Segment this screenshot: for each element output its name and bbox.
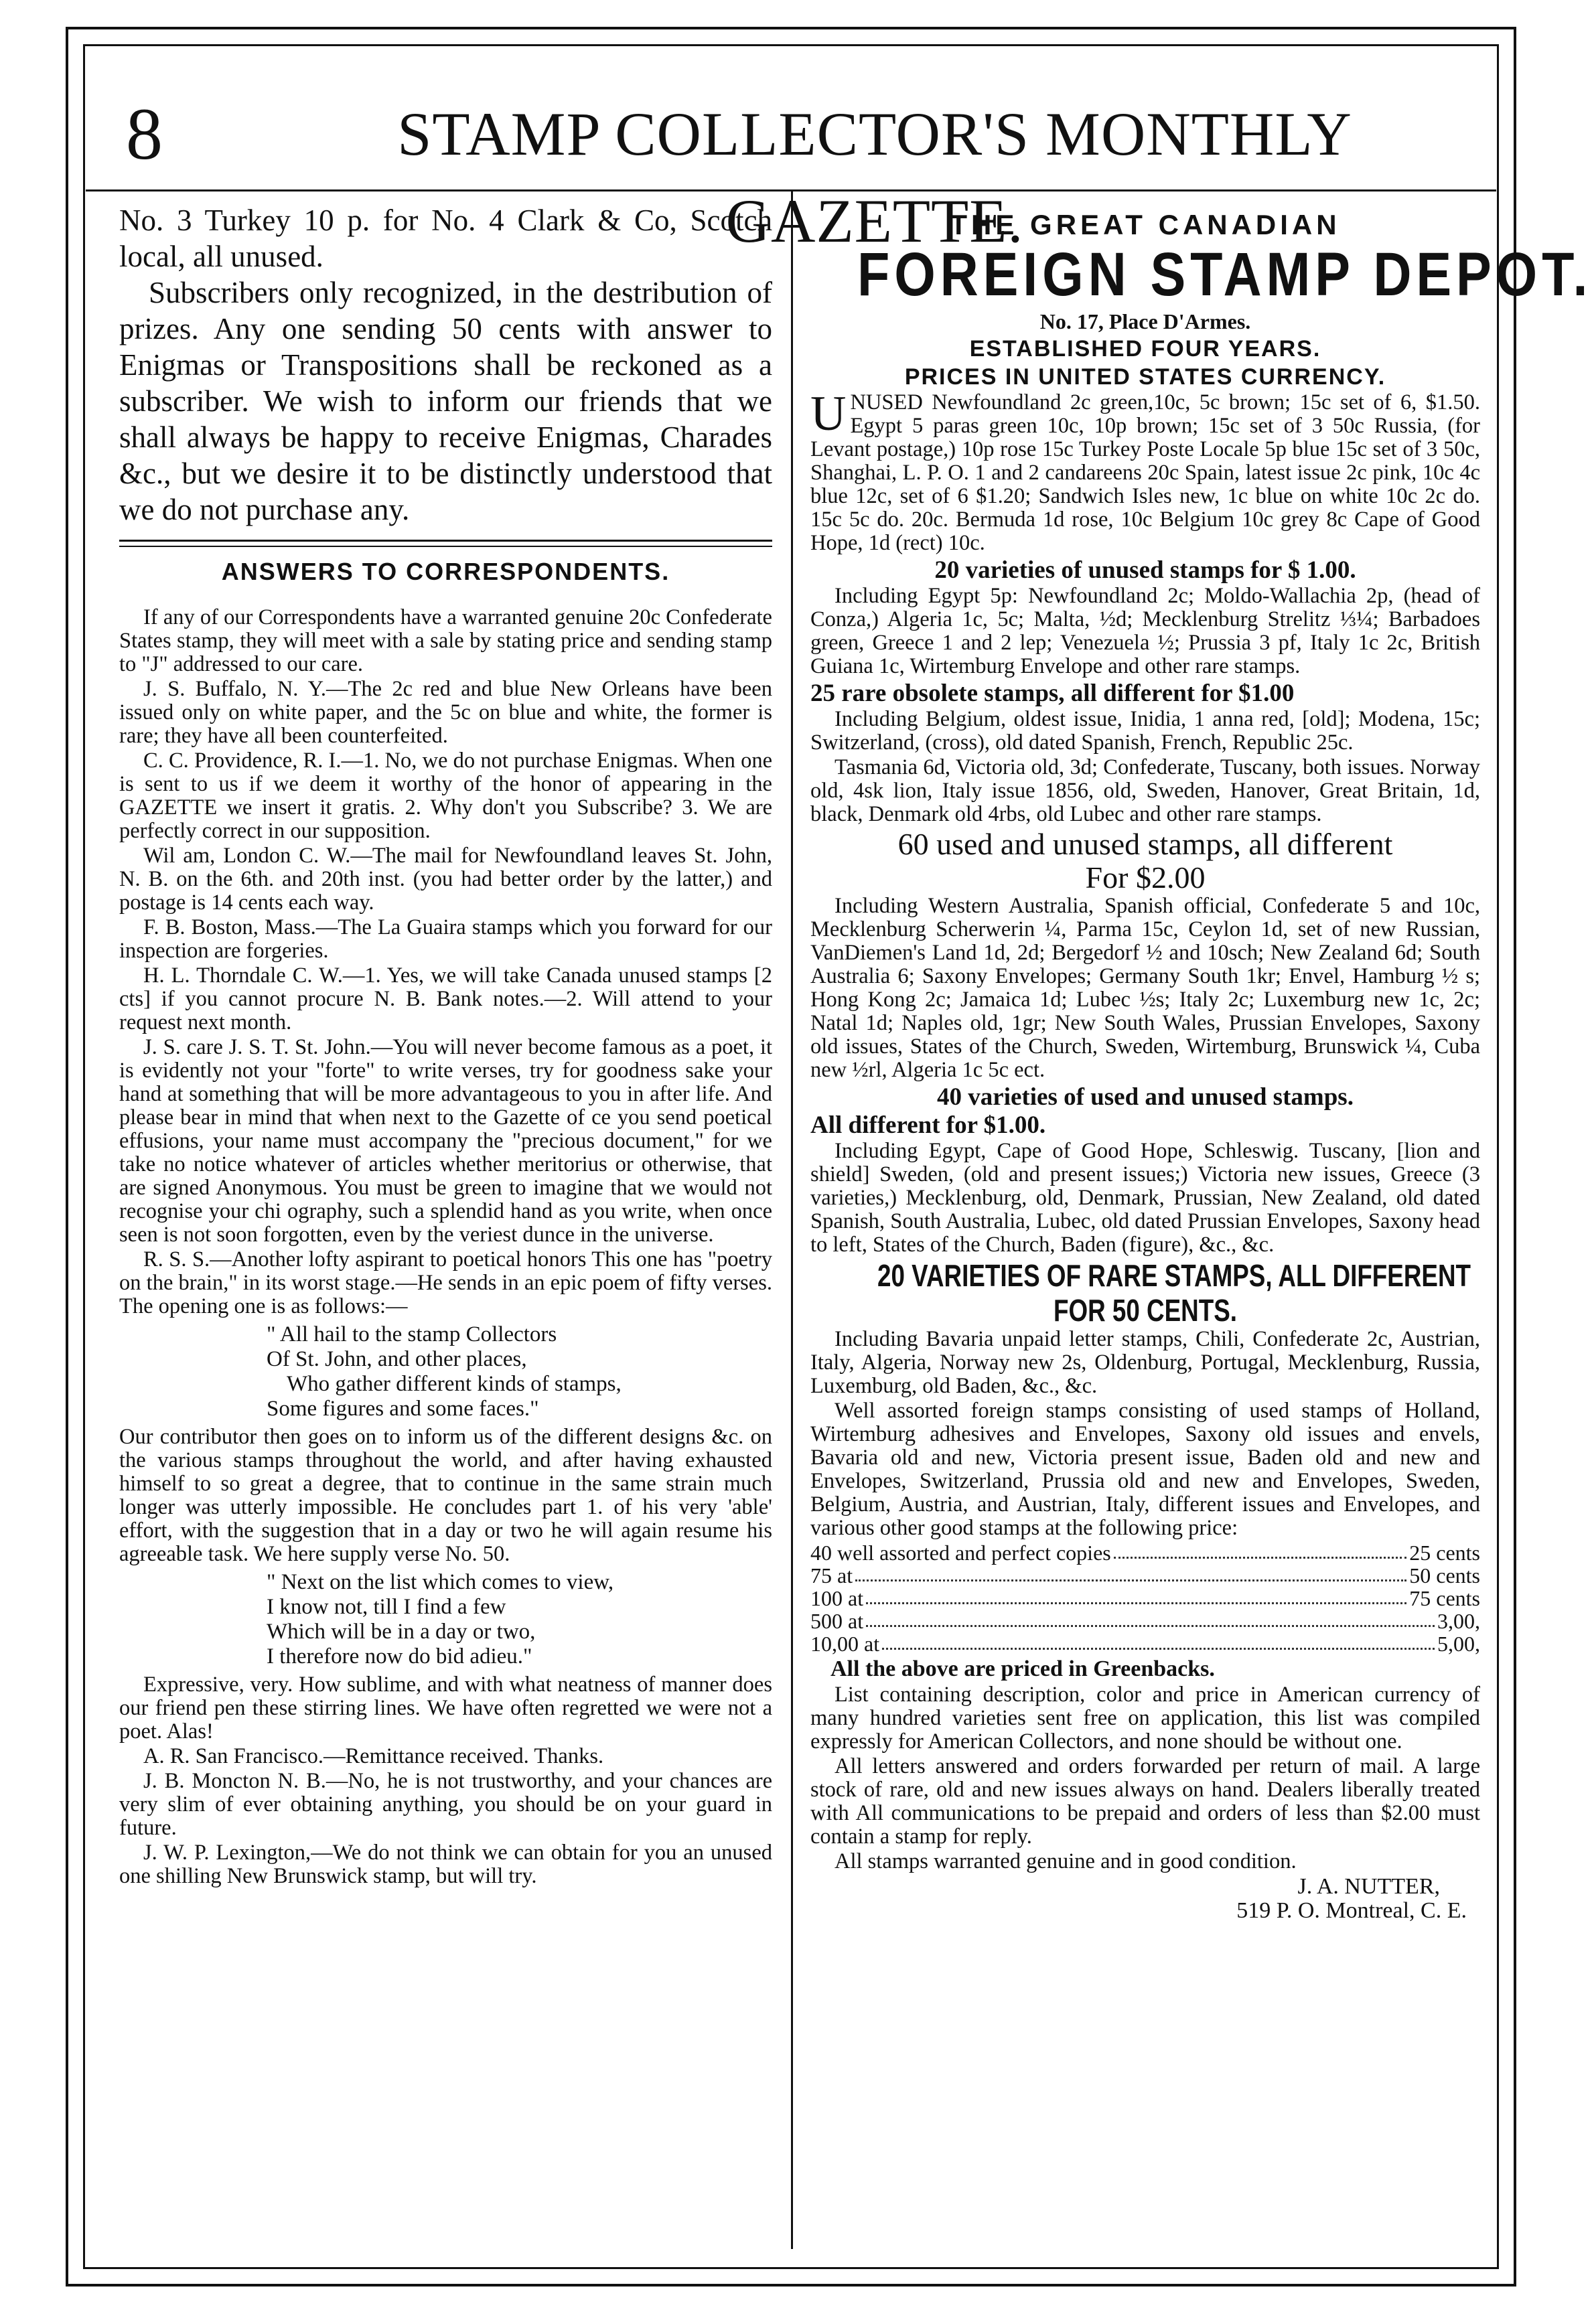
closing-paragraph: All stamps warranted genuine and in good condition. [835,1849,1297,1873]
page-number: 8 [126,93,163,175]
poem-line: Some figures and some faces." [267,1397,539,1421]
offer-heading: 60 used and unused stamps, all different [897,827,1393,861]
correspondence-paragraph: Expressive, very. How sublime, and with what neatness of manner does our friend pen these stirring lines. We have often regretted we were not a poet. Alas! [119,1673,772,1744]
correspondence-paragraph: F. B. Boston, Mass.—The La Guaira stamps which you forward for our inspection are forgeries. [119,915,772,963]
section-heading: ANSWERS TO CORRESPONDENTS. [221,558,670,585]
offer-text: Including Egypt 5p: Newfoundland 2c; Moldo-Wallachia 2p, (head of Conza,) Algeria 1c, 5c; Malta, ½d; Mecklenburg Strelitz ⅓¼; Barbadoes green, Greece 1 and 2 lep; Venezuela ½; Prussia 3 pf, Italy 1c 2c, British Guiana 1c, Wirtemburg Envelope and other rare stamps. [810,584,1480,678]
correspondence-paragraph: J. S. Buffalo, N. Y.—The 2c red and blue New Orleans have been issued only on white paper, and the 5c on blue and white, the former is rare; they have all been counterfeited. [119,677,772,748]
poem-stanza [119,1570,772,1669]
offer-text: Including Western Australia, Spanish official, Confederate 5 and 10c, Mecklenburg Scherwerin ¼, Parma 15c, Ceylon 1d, set of new Russian, VanDiemen's Land 1d, 2d; Bergedorf ½ and 10sch; New Zealand 6d; South Australia 6; Saxony Envelopes; Germany South 1kr; Envel, Hamburg ½ s; Hong Kong 2c; Jamaica 1d; Lubec ½s; Italy 2c; Luxemburg new 1c, 2c; Natal 1d; Naples old, 1gr; New South Wales, Prussian Envelopes, Saxony old issues, States of the Church, Sweden, Wirtemburg, Brunswick ¼, Cuba new ½rl, Algeria 1c 5c ect. [810,894,1480,1082]
correspondence-paragraph: Our contributor then goes on to inform us of the different designs &c. on the various stamps throughout the world, and after having exhausted himself to so great a degree, that to continue in the same strain much longer was utterly impossible. He concludes part 1. of his very 'able' effort, with the suggestion that in a day or two he will again resume his agreeable task. We here supply verse No. 50. [119,1425,772,1566]
price-row [810,1541,1480,1564]
advert-address: No. 17, Place D'Armes. [1039,309,1251,333]
intro-paragraph: Subscribers only recognized, in the destribution of prizes. Any one sending 50 cents with answer to Enigmas or Transpositions shall be reckoned as a subscriber. We wish to inform our friends that we shall always be happy to receive Enigmas, Charades &c., but we desire it to be distinctly understood that we do not purchase any. [119,276,772,526]
poem-line: Of St. John, and other places, [267,1347,527,1371]
leader-dots [1114,1541,1407,1559]
offer-text: Tasmania 6d, Victoria old, 3d; Confederate, Tuscany, both issues. Norway old, 4sk lion, Italy issue 1856, old, Sweden, Hanover, Great Britain, 1d, black, Denmark old 4rbs, old Lubec and other rare stamps. [810,755,1480,826]
correspondence-paragraph: C. C. Providence, R. I.—1. No, we do not purchase Enigmas. When one is sent to us if we deem it worthy of the honor of appearing in the GAZETTE we insert it gratis. 2. Why don't you Subscribe? 3. We are perfectly correct in our supposition. [119,749,772,843]
column-divider [791,191,793,2249]
poem-stanza [119,1322,772,1421]
offer-text: Including Belgium, oldest issue, Inidia, 1 anna red, [old]; Modena, 15c; Switzerland, (cross), old dated Spanish, French, Republic 25c. [810,707,1480,755]
price-value: 3,00, [1437,1609,1480,1633]
correspondence-paragraph: Wil am, London C. W.—The mail for Newfoundland leaves St. John, N. B. on the 6th. and 20th inst. (you had better order by the latter,) and postage is 14 cents each way. [119,844,772,915]
advert-established: ESTABLISHED FOUR YEARS. [969,336,1321,362]
offer-text: Including Egypt, Cape of Good Hope, Schleswig. Tuscany, [lion and shield] Sweden, (old and present issues;) Victoria new issues, Greece (3 varieties,) Mecklenburg, old, Denmark, Prussian, New Zealand, old dated Spanish, South Australia, Lubec, old dated Prussian Envelopes, Saxony head to left, States of the Church, Baden (figure), &c., &c. [810,1139,1480,1257]
correspondence-block [119,606,772,1888]
price-row [810,1564,1480,1587]
correspondence-paragraph: J. S. care J. S. T. St. John.—You will never become famous as a poet, it is evidently not your "forte" to write verses, try for goodness sake your hand at something that will be more advantageous to you in after life. And please bear in mind that when next to the Gazette of ce you send poetical effusions, your name must accompany the "precious document," for we take no notice whatever of articles whether meritorius or otherwise, that are signed Anonymous. You must be green to imagine that we would not recognise your chi ography, such a splendid hand as you write, when once seen is not soon forgotten, even by the veriest dunce in the universe. [119,1035,772,1247]
advert-title-line-1: THE GREAT CANADIAN [950,209,1341,240]
price-row [810,1610,1480,1632]
left-column [119,202,772,2240]
price-value: 75 cents [1409,1586,1480,1610]
correspondence-paragraph: If any of our Correspondents have a warranted genuine 20c Confederate States stamp, they will meet with a sale by stating price and sending stamp to "J" addressed to our care. [119,605,772,676]
closing-paragraph: List containing description, color and price in American currency of many hundred varieties sent free on application, this list was compiled expressly for American Collectors, and none should be without one. [810,1683,1480,1754]
price-label: 10,00 at [810,1632,880,1656]
masthead-title: STAMP COLLECTOR'S MONTHLY GAZETTE. [397,100,1352,255]
offer-heading: FOR 50 CENTS. [1053,1293,1237,1328]
newspaper-page [66,27,1592,2287]
price-label: 100 at [810,1586,864,1610]
price-list [810,1541,1480,1655]
offer-heading: All different for $1.00. [810,1111,1046,1139]
offer-heading: For $2.00 [1085,860,1206,895]
signature-address: 519 P. O. Montreal, C. E. [1236,1898,1467,1923]
greenbacks-note: All the above are priced in Greenbacks. [830,1656,1215,1681]
section-divider [119,540,772,547]
offer-text: Well assorted foreign stamps consisting of used stamps of Holland, Wirtemburg adhesives and Envelopes, Saxony old issues and envels, Bavaria old and new, Victoria present issue, Baden old and new and Envelopes, Switzerland, Prussia old and new and Envelopes, Sweden, Belgium, Austria, and Austrian, Italy, different issues and Envelopes, and various other good stamps at the following price: [810,1399,1480,1540]
price-label: 40 well assorted and perfect copies [810,1541,1111,1565]
correspondence-paragraph: R. S. S.—Another lofty aspirant to poetical honors This one has "poetry on the brain," in its worst stage.—He sends in an epic poem of fifty verses. The opening one is as follows:— [119,1247,772,1318]
intro-paragraph: No. 3 Turkey 10 p. for No. 4 Clark & Co, Scotch local, all unused. [119,204,772,273]
poem-line: Who gather different kinds of stamps, [287,1372,622,1396]
price-label: 75 at [810,1563,853,1587]
price-value: 50 cents [1409,1563,1480,1587]
offer-heading: 20 VARIETIES OF RARE STAMPS, ALL DIFFERENT [877,1258,1471,1293]
price-value: 25 cents [1409,1541,1480,1565]
offer-text: Including Bavaria unpaid letter stamps, Chili, Confederate 2c, Austrian, Italy, Algeria, Norway new 2s, Oldenburg, Portugal, Mecklenburg, Russia, Luxemburg, old Baden, &c., &c. [810,1327,1480,1398]
unused-stamps-text: NUSED Newfoundland 2c green,10c, 5c brown; 15c set of 6, $1.50. Egypt 5 paras green 10c, 10p brown; 15c set of 3 50c Russia, (for Levant postage,) 10p rose 15c Turkey Poste Locale 5p blue 15c set of 3 50c, Shanghai, L. P. O. 1 and 2 candareens 20c Spain, latest issue 2c pink, 10c 4c blue 12c, set of 6 $1.20; Sandwich Isles new, 1c blue on white 10c 2c do. 15c 5c do. 20c. Bermuda 1d rose, 10c Belgium 10c grey 8c Cape of Good Hope, 1d (rect) 10c. [810,390,1480,555]
poem-line: I therefore now do bid adieu." [267,1644,532,1669]
unused-stamps-paragraph [810,386,1480,555]
poem-line: " All hail to the stamp Collectors [267,1322,557,1346]
poem-line: Which will be in a day or two, [267,1620,536,1644]
advert-title-line-2: FOREIGN STAMP DEPOT. [857,240,1592,309]
price-row [810,1632,1480,1655]
offer-heading: 40 varieties of used and unused stamps. [937,1083,1354,1111]
correspondence-paragraph: H. L. Thorndale C. W.—1. Yes, we will take Canada unused stamps [2 cts] if you cannot procure N. B. Bank notes.—2. Will attend to your request next month. [119,963,772,1034]
price-row [810,1587,1480,1610]
correspondence-paragraph: J. B. Moncton N. B.—No, he is not trustworthy, and your chances are very slim of ever obtaining anything, you should be on your guard in future. [119,1769,772,1840]
advert-currency-note: PRICES IN UNITED STATES CURRENCY. [904,364,1386,390]
right-column [810,202,1592,2240]
offer-heading: 25 rare obsolete stamps, all different for $1.00 [810,680,1295,707]
poem-line: I know not, till I find a few [267,1595,506,1619]
poem-line: " Next on the list which comes to view, [267,1570,614,1594]
correspondence-paragraph: J. W. P. Lexington,—We do not think we can obtain for you an unused one shilling New Brunswick stamp, but will try. [119,1841,772,1888]
leader-dots [866,1587,1406,1604]
price-label: 500 at [810,1609,864,1633]
drop-cap: U [810,386,847,441]
closing-paragraph: All letters answered and orders forwarded per return of mail. A large stock of rare, old and new issues always on hand. Dealers liberally treated with All communications to be prepaid and orders of less than $2.00 must contain a stamp for reply. [810,1754,1480,1849]
leader-dots [866,1610,1435,1627]
leader-dots [882,1632,1435,1650]
price-value: 5,00, [1437,1632,1480,1656]
leader-dots [855,1564,1406,1581]
advert-body [810,386,1480,1923]
signature-name: J. A. NUTTER, [1297,1874,1440,1899]
intro-block [119,202,772,528]
correspondence-paragraph: A. R. San Francisco.—Remittance received. Thanks. [143,1744,604,1768]
offer-heading: 20 varieties of unused stamps for $ 1.00. [934,556,1356,584]
